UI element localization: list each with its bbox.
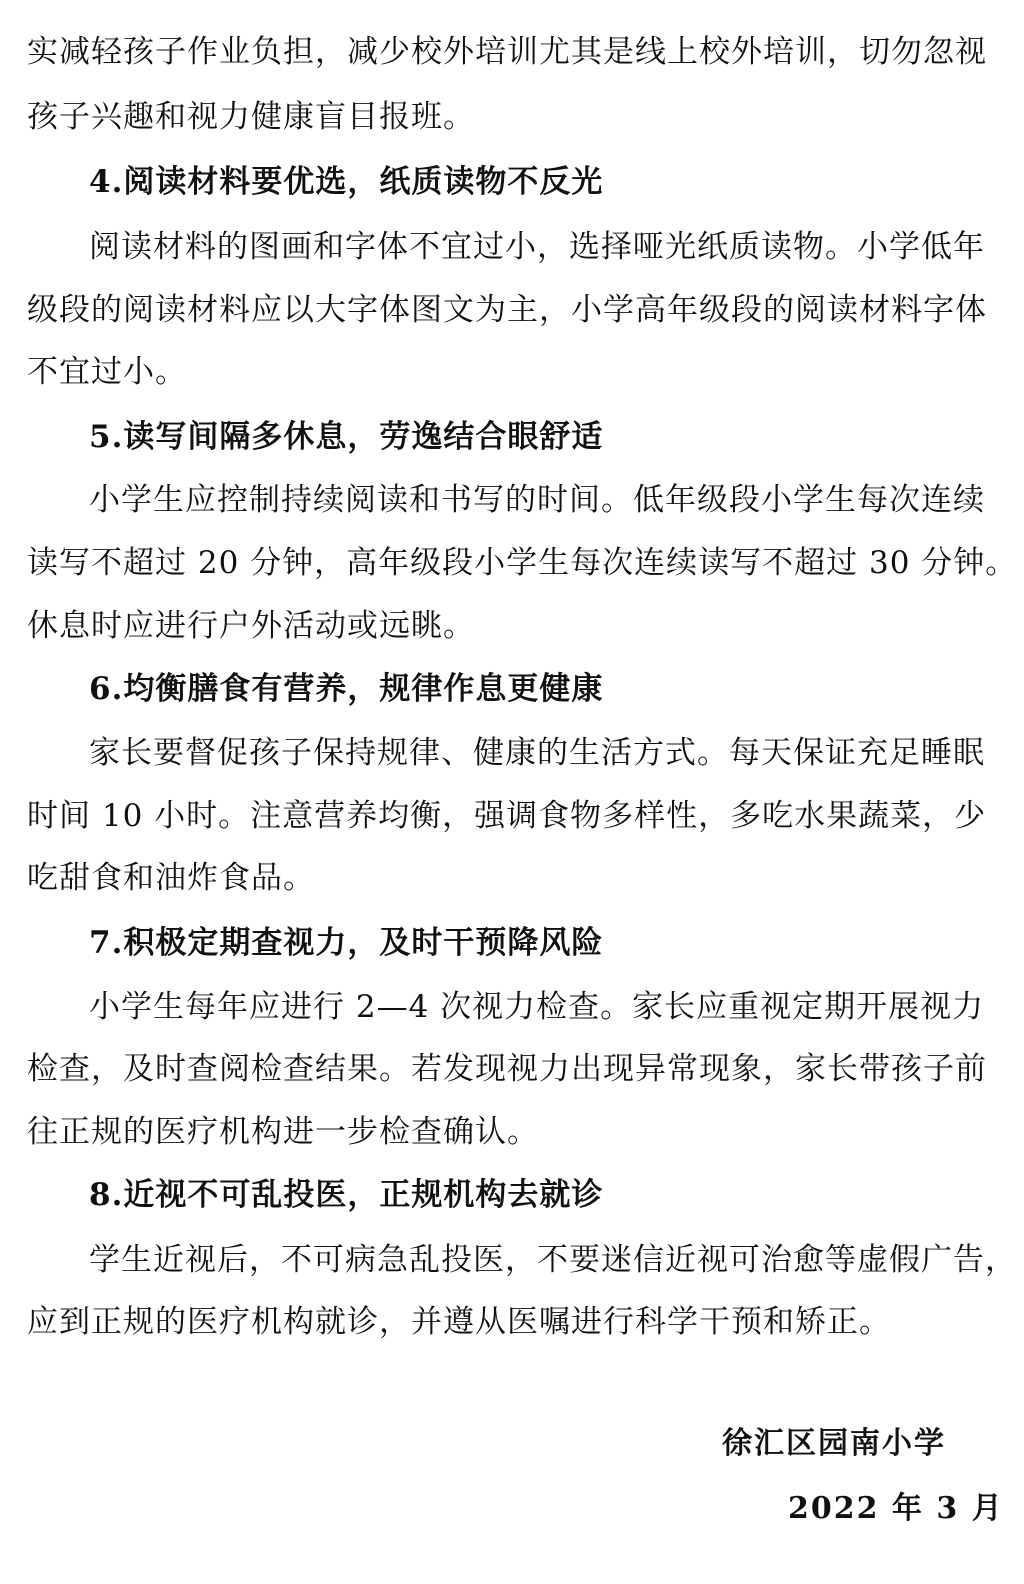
paragraph-line: 不宜过小。 <box>27 354 187 390</box>
paragraph-line: 学生近视后，不可病急乱投医，不要迷信近视可治愈等虚假广告， <box>89 1242 1017 1278</box>
section-heading-6: 6.均衡膳食有营养，规律作息更健康 <box>89 671 604 707</box>
paragraph-line: 吃甜食和油炸食品。 <box>27 860 315 896</box>
section-heading-5: 5.读写间隔多休息，劳逸结合眼舒适 <box>89 419 604 455</box>
signature-organization: 徐汇区园南小学 <box>722 1426 946 1461</box>
paragraph-line: 实减轻孩子作业负担，减少校外培训尤其是线上校外培训，切勿忽视 <box>27 34 987 70</box>
signature-date: 2022 年 3 月 <box>788 1491 1004 1526</box>
paragraph-line: 休息时应进行户外活动或远眺。 <box>27 608 475 644</box>
paragraph-line: 读写不超过 20 分钟，高年级段小学生每次连续读写不超过 30 分钟。 <box>27 545 1018 581</box>
paragraph-line: 往正规的医疗机构进一步检查确认。 <box>27 1114 539 1150</box>
section-heading-8: 8.近视不可乱投医，正规机构去就诊 <box>89 1177 604 1213</box>
paragraph-line: 时间 10 小时。注意营养均衡，强调食物多样性，多吃水果蔬菜，少 <box>27 798 987 834</box>
section-heading-7: 7.积极定期查视力，及时干预降风险 <box>89 925 604 961</box>
paragraph-line: 小学生每年应进行 2—4 次视力检查。家长应重视定期开展视力 <box>89 989 985 1025</box>
paragraph-line: 孩子兴趣和视力健康盲目报班。 <box>27 99 475 135</box>
paragraph-line: 应到正规的医疗机构就诊，并遵从医嘱进行科学干预和矫正。 <box>27 1304 891 1340</box>
paragraph-line: 检查，及时查阅检查结果。若发现视力出现异常现象，家长带孩子前 <box>27 1051 987 1087</box>
paragraph-line: 阅读材料的图画和字体不宜过小，选择哑光纸质读物。小学低年 <box>89 229 985 265</box>
section-heading-4: 4.阅读材料要优选，纸质读物不反光 <box>89 164 604 200</box>
paragraph-line: 小学生应控制持续阅读和书写的时间。低年级段小学生每次连续 <box>89 482 985 518</box>
paragraph-line: 家长要督促孩子保持规律、健康的生活方式。每天保证充足睡眠 <box>89 735 985 771</box>
paragraph-line: 级段的阅读材料应以大字体图文为主，小学高年级段的阅读材料字体 <box>27 292 987 328</box>
